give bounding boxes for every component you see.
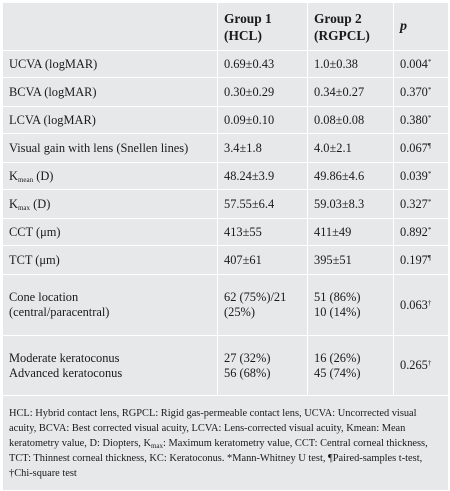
group2-value: 59.03±8.3 [308,190,394,219]
group2-value: 1.0±0.38 [308,51,394,78]
group2-value: 51 (86%) 10 (14%) [308,275,394,336]
p-value-cell [394,275,449,336]
row-label: CCT (μm) [3,219,218,246]
table-row [3,134,449,163]
p-value-cell [394,219,449,246]
test-mark: * [427,197,432,206]
footnote-text: HCL: Hybrid contact lens, RGPCL: Rigid gas-permeable contact lens, UCVA: Uncorrected visual acuity, BCVA: Best corrected visual acuity, LCVA: Lens-corrected visual acuity, Kmean: Mean keratometry value, D: Diopters, K [9,407,417,449]
table-row [3,219,449,246]
table-row [3,246,449,275]
p-value: 0.039 [400,168,428,183]
p-value-cell [394,336,449,396]
group2-value: 4.0±2.1 [308,134,394,163]
p-value: 0.063 [400,297,428,312]
row-label: Moderate keratoconus Advanced keratoconus [3,336,218,396]
row-label [3,163,218,190]
p-value: 0.067 [400,140,428,155]
footnote [3,396,449,491]
label-symbol: K [9,196,18,211]
p-value: 0.197 [400,252,428,267]
test-mark: * [427,169,432,178]
group2-value: 0.34±0.27 [308,78,394,107]
p-value: 0.004 [400,56,428,71]
table-row [3,190,449,219]
row-label [3,190,218,219]
group1-value: 0.09±0.10 [218,107,308,134]
row-label: TCT (μm) [3,246,218,275]
p-value-cell [394,246,449,275]
test-mark: * [427,225,432,234]
group2-value: 395±51 [308,246,394,275]
row-label: BCVA (logMAR) [3,78,218,107]
footnote-subscript: max [150,441,164,450]
group2-value: 411±49 [308,219,394,246]
table-row [3,107,449,134]
group1-value: 48.24±3.9 [218,163,308,190]
p-value-cell [394,134,449,163]
test-mark: ¶ [427,253,432,262]
test-mark: * [427,85,432,94]
header-parameter [3,3,218,51]
p-value-cell [394,163,449,190]
table-row [3,51,449,78]
table-row [3,78,449,107]
table-row [3,275,449,336]
label-subscript: mean [17,175,34,184]
group2-value: 49.86±4.6 [308,163,394,190]
group1-value: 27 (32%) 56 (68%) [218,336,308,396]
table-row [3,336,449,396]
header-p: p [394,3,449,51]
test-mark: † [427,298,432,307]
p-value-cell [394,190,449,219]
p-value-cell [394,78,449,107]
group1-value: 57.55±6.4 [218,190,308,219]
footnote-row [3,396,449,491]
header-group2: Group 2 (RGPCL) [308,3,394,51]
p-value: 0.265 [400,358,428,372]
row-label: Cone location (central/paracentral) [3,275,218,336]
group1-value: 62 (75%)/21 (25%) [218,275,308,336]
p-value: 0.380 [400,112,428,127]
group1-value: 407±61 [218,246,308,275]
group1-value: 413±55 [218,219,308,246]
row-label: UCVA (logMAR) [3,51,218,78]
p-value: 0.327 [400,196,428,211]
header-group1: Group 1 (HCL) [218,3,308,51]
test-mark: ¶ [427,141,432,150]
row-label: Visual gain with lens (Snellen lines) [3,134,218,163]
group1-value: 3.4±1.8 [218,134,308,163]
footnote-text-continued: : Maximum keratometry value, CCT: Central corneal thickness, TCT: Thinnest corneal thickness, KC: Keratoconus. *Mann-Whitney U test, ¶Paired-samples t-test, †Chi-square test [9,437,428,479]
label-unit: (D) [30,196,51,211]
group1-value: 0.30±0.29 [218,78,308,107]
label-symbol: K [9,168,18,183]
group2-value: 16 (26%) 45 (74%) [308,336,394,396]
table-row [3,163,449,190]
p-value: 0.370 [400,84,428,99]
test-mark: * [427,57,432,66]
group1-value: 0.69±0.43 [218,51,308,78]
group2-value: 0.08±0.08 [308,107,394,134]
p-value-cell [394,51,449,78]
results-table [2,2,449,491]
row-label: LCVA (logMAR) [3,107,218,134]
test-mark: * [427,113,432,122]
header-row [3,3,449,51]
p-value-cell [394,107,449,134]
test-mark: † [427,359,432,367]
p-value: 0.892 [400,224,428,239]
label-unit: (D) [33,168,54,183]
label-subscript: max [17,203,31,212]
